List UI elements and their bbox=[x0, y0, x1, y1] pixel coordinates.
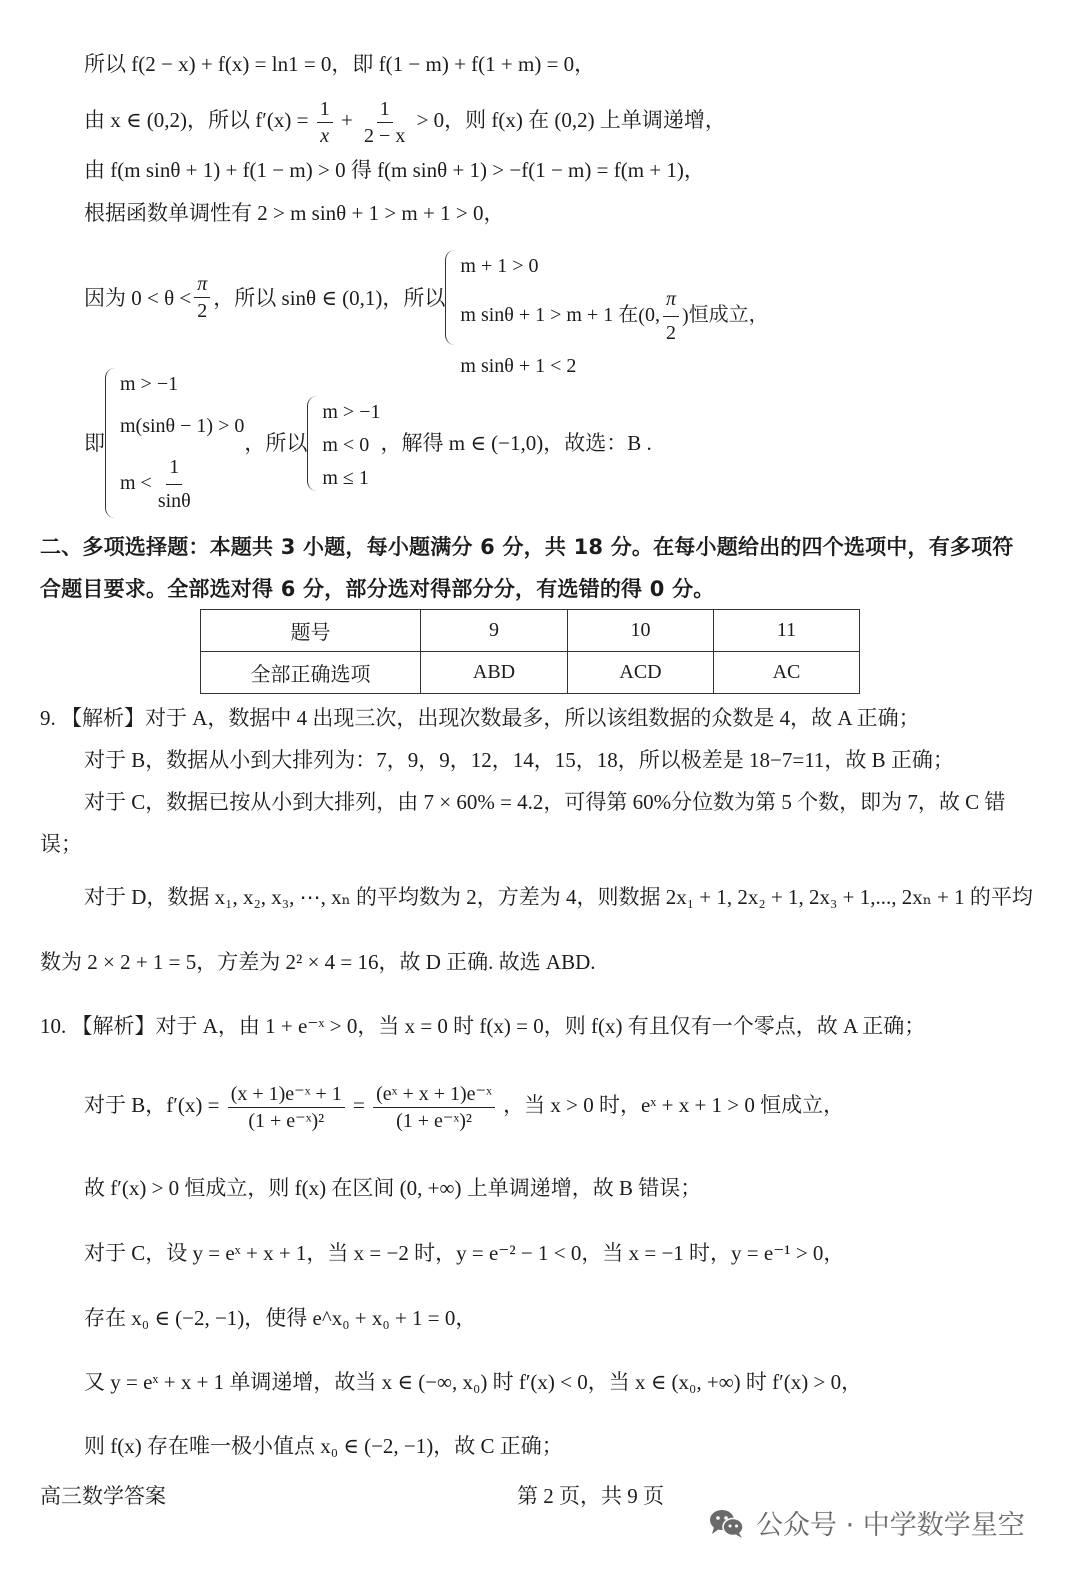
answer-table bbox=[200, 609, 860, 694]
text: 对于 B，f′(x) = bbox=[84, 1093, 220, 1117]
solution-line: 又 y = eˣ + x + 1 单调递增，故当 x ∈ (−∞, x₀) 时 f′(x) < 0，当 x ∈ (x₀, +∞) 时 f′(x) > 0， bbox=[84, 1370, 863, 1394]
equation-system bbox=[105, 368, 244, 518]
system-row: m < $\frac{1}{\sin\theta}$ bbox=[120, 451, 244, 518]
solution-line: 对于 C，设 y = eˣ + x + 1，当 x = −2 时，y = e⁻² − 1 < 0，当 x = −1 时，y = e⁻¹ > 0， bbox=[84, 1241, 845, 1265]
solution-line: 存在 x₀ ∈ (−2, −1)，使得 e^x₀ + x₀ + 1 = 0， bbox=[84, 1306, 477, 1330]
solution-line: 对于 C，数据已按从小到大排列，由 7 × 60% = 4.2，可得第 60%分位数为第 5 个数，即为 7，故 C 错 bbox=[84, 790, 1006, 814]
solution-line: 9. 【解析】对于 A，数据中 4 出现三次，出现次数最多，所以该组数据的众数是 4，故 A 正确； bbox=[40, 706, 920, 730]
table-cell: 题号 bbox=[201, 610, 421, 652]
brace-icon bbox=[445, 250, 456, 345]
system-row: m ≤ 1 bbox=[322, 466, 369, 489]
brace-icon bbox=[105, 368, 116, 518]
table-cell: 9 bbox=[421, 610, 568, 652]
text: > 0，则 f(x) 在 (0,2) 上单调递增， bbox=[416, 108, 726, 132]
wechat-icon bbox=[708, 1507, 746, 1539]
solution-line bbox=[84, 250, 769, 377]
fraction: $\frac{\pi}{2}$ bbox=[194, 271, 210, 324]
system-row: m sinθ + 1 < 2 bbox=[460, 355, 577, 377]
text: ，解得 m ∈ (−1,0)，故选：B . bbox=[380, 431, 652, 455]
brace-icon bbox=[307, 396, 318, 491]
fraction: $\frac{1}{2 - x}$ bbox=[364, 97, 406, 147]
footer-title: 高三数学答案 bbox=[40, 1484, 166, 1508]
fraction: $\frac{1}{x}$ bbox=[317, 96, 333, 149]
table-cell: 全部正确选项 bbox=[201, 652, 421, 694]
table-cell: 11 bbox=[714, 610, 860, 652]
text: ，所以 bbox=[244, 431, 308, 455]
solution-line: 根据函数单调性有 2 > m sinθ + 1 > m + 1 > 0， bbox=[84, 201, 505, 225]
equation-system bbox=[307, 396, 380, 491]
watermark-text: 公众号 · 中学数学星空 bbox=[756, 1510, 1025, 1541]
watermark bbox=[708, 1503, 1025, 1542]
section-heading: 合题目要求。全部选对得 6 分，部分选对得部分分，有选错的得 0 分。 bbox=[40, 577, 715, 601]
section-heading: 二、多项选择题：本题共 3 小题，每小题满分 6 分，共 18 分。在每小题给出的四个选项中，有多项符 bbox=[40, 535, 1014, 559]
system-row: m + 1 > 0 bbox=[460, 255, 539, 277]
page-number: 第 2 页，共 9 页 bbox=[517, 1484, 664, 1508]
table-cell: AC bbox=[714, 652, 860, 694]
table-cell: ACD bbox=[568, 652, 714, 694]
solution-line bbox=[84, 92, 726, 149]
system-row: m(sinθ − 1) > 0 bbox=[120, 414, 245, 437]
table-row bbox=[201, 610, 860, 652]
text: + bbox=[340, 108, 353, 132]
solution-line: 所以 f(2 − x) + f(x) = ln1 = 0，即 f(1 − m) + f(1 + m) = 0， bbox=[84, 52, 596, 76]
text: = bbox=[353, 1093, 365, 1117]
solution-line bbox=[84, 1076, 844, 1134]
system-row: m > −1 bbox=[322, 400, 381, 423]
solution-line: 数为 2 × 2 + 1 = 5，方差为 2² × 4 = 16，故 D 正确. 故选 ABD. bbox=[40, 950, 596, 974]
solution-line: 则 f(x) 存在唯一极小值点 x₀ ∈ (−2, −1)，故 C 正确； bbox=[84, 1434, 563, 1458]
solution-line: 10. 【解析】对于 A，由 1 + e⁻ˣ > 0，当 x = 0 时 f(x) = 0，则 f(x) 有且仅有一个零点，故 A 正确； bbox=[40, 1014, 926, 1038]
text: 由 x ∈ (0,2)，所以 f′(x) = bbox=[84, 108, 309, 132]
table-cell: 10 bbox=[568, 610, 714, 652]
text: 即 bbox=[84, 431, 105, 455]
solution-line: 故 f′(x) > 0 恒成立，则 f(x) 在区间 (0, +∞) 上单调递增，故 B 错误； bbox=[84, 1176, 702, 1200]
text: ，所以 sinθ ∈ (0,1)，所以 bbox=[213, 285, 446, 310]
solution-line: 对于 D，数据 x₁, x₂, x₃, ⋯, xₙ 的平均数为 2，方差为 4，则数据 2x₁ + 1, 2x₂ + 1, 2x₃ + 1,..., 2xₙ + 1 的平均 bbox=[84, 885, 1033, 909]
system-row: m > −1 bbox=[120, 373, 179, 395]
fraction: $\frac{\text{(eˣ + x + 1)e⁻ˣ}}{\text{(1 + e⁻ˣ)²}}$ bbox=[373, 1081, 495, 1134]
system-row: m sinθ + 1 > m + 1 在(0, $\frac{\pi}{2}$ )恒成立， bbox=[460, 283, 768, 350]
solution-line: 误； bbox=[40, 832, 82, 856]
solution-line: 由 f(m sinθ + 1) + f(1 − m) > 0 得 f(m sinθ + 1) > −f(1 − m) = f(m + 1)， bbox=[84, 158, 705, 182]
text: 因为 0 < θ < bbox=[84, 285, 192, 310]
solution-line bbox=[84, 368, 652, 518]
table-cell: ABD bbox=[421, 652, 568, 694]
solution-line: 对于 B，数据从小到大排列为：7，9，9，12，14，15，18，所以极差是 18−7=11，故 B 正确； bbox=[84, 748, 954, 772]
equation-system bbox=[445, 250, 769, 377]
system-row: m < 0 bbox=[322, 433, 370, 456]
table-row bbox=[201, 652, 860, 694]
text: ，当 x > 0 时，eˣ + x + 1 > 0 恒成立， bbox=[503, 1093, 845, 1117]
fraction: $\frac{\text{(x + 1)e⁻ˣ + 1}}{\text{(1 + e⁻ˣ)²}}$ bbox=[228, 1081, 345, 1134]
